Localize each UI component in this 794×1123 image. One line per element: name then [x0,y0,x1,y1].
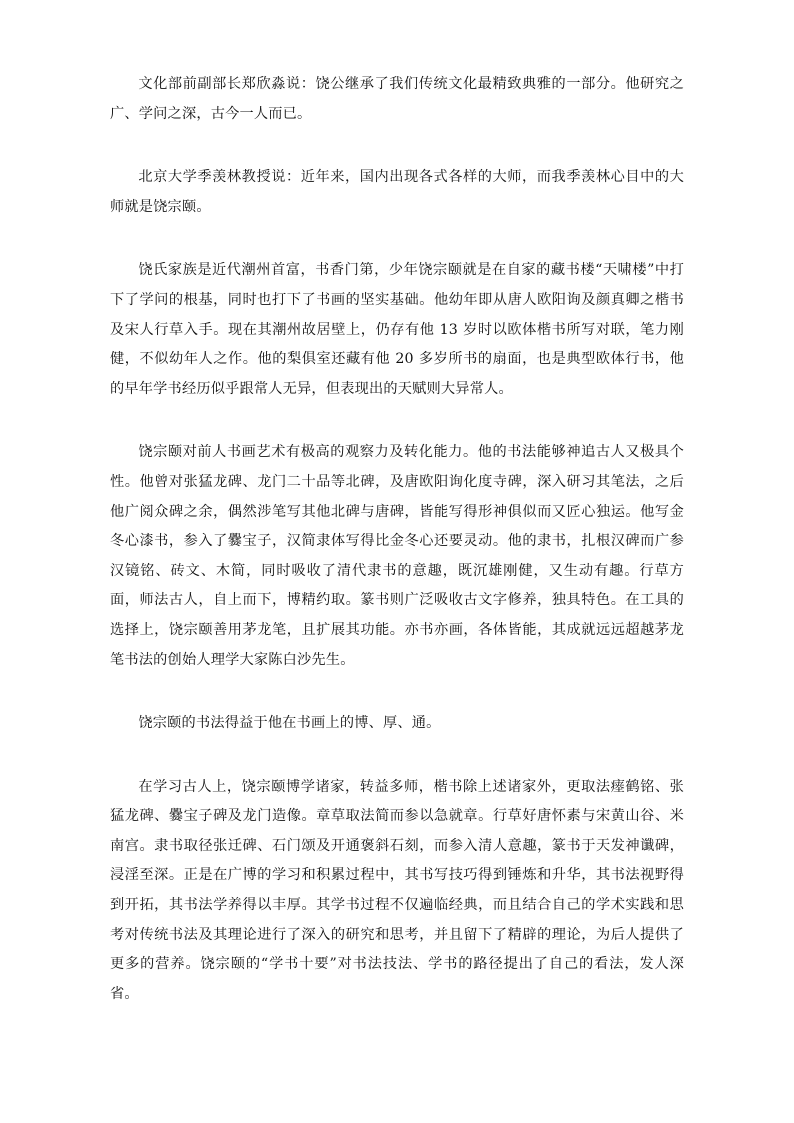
paragraph-zheng-xinmiao-quote: 文化部前副部长郑欣淼说：饶公继承了我们传统文化最精致典雅的一部分。他研究之广、学问之深，古今一人而已。 [110,76,684,122]
paragraph-learning-from-ancients: 在学习古人上，饶宗颐博学诸家，转益多师，楷书除上述诸家外，更取法瘗鹤铭、张猛龙碑、爨宝子碑及龙门造像。章草取法简而参以急就章。行草好唐怀素与宋黄山谷、米南宫。隶书取径张迁碑、石门颂及开通褒斜石刻，而参入清人意趣，篆书于天发神谶碑，浸淫至深。正是在广博的学习和积累过程中，其书写技巧得到锤炼和升华，其书法视野得到开拓，其书法学养得以丰厚。其学书过程不仅遍临经典，而且结合自己的学术实践和思考对传统书法及其理论进行了深入的研究和思考，并且留下了精辟的理论，为后人提供了更多的营养。饶宗颐的“学书十要”对书法技法、学书的路径提出了自己的看法，发人深省。 [110,778,684,1002]
document-body [110,70,684,1009]
paragraph-family-background: 饶氏家族是近代潮州首富，书香门第，少年饶宗颐就是在自家的藏书楼“天啸楼”中打下了学问的根基，同时也打下了书画的坚实基础。他幼年即从唐人欧阳询及颜真卿之楷书及宋人行草入手。现在其潮州故居壁上，仍存有他 13 岁时以欧体楷书所写对联，笔力刚健，不似幼年人之作。他的梨俱室还藏有他 20 多岁所书的扇面，也是典型欧体行书，他的早年学书经历似乎跟常人无异，但表现出的天赋则大异常人。 [110,262,684,397]
paragraph-calligraphy-ability: 饶宗颐对前人书画艺术有极高的观察力及转化能力。他的书法能够神追古人又极具个性。他曾对张猛龙碑、龙门二十品等北碑，及唐欧阳询化度寺碑，深入研习其笔法，之后他广阅众碑之余，偶然涉笔写其他北碑与唐碑，皆能写得形神俱似而又匠心独运。他写金冬心漆书，参入了爨宝子，汉简隶体写得比金冬心还要灵动。他的隶书，扎根汉碑而广参汉镜铭、砖文、木简，同时吸收了清代隶书的意趣，既沉雄刚健，又生动有趣。行草方面，师法古人，自上而下，博精约取。篆书则广泛吸收古文字修养，独具特色。在工具的选择上，饶宗颐善用茅龙笔，且扩展其功能。亦书亦画，各体皆能，其成就远远超越茅龙笔书法的创始人理学大家陈白沙先生。 [110,444,684,668]
paragraph-ji-xianlin-quote: 北京大学季羡林教授说：近年来，国内出现各式各样的大师，而我季羡林心目中的大师就是饶宗颐。 [110,169,684,215]
paragraph-summary: 饶宗颐的书法得益于他在书画上的博、厚、通。 [138,715,441,732]
